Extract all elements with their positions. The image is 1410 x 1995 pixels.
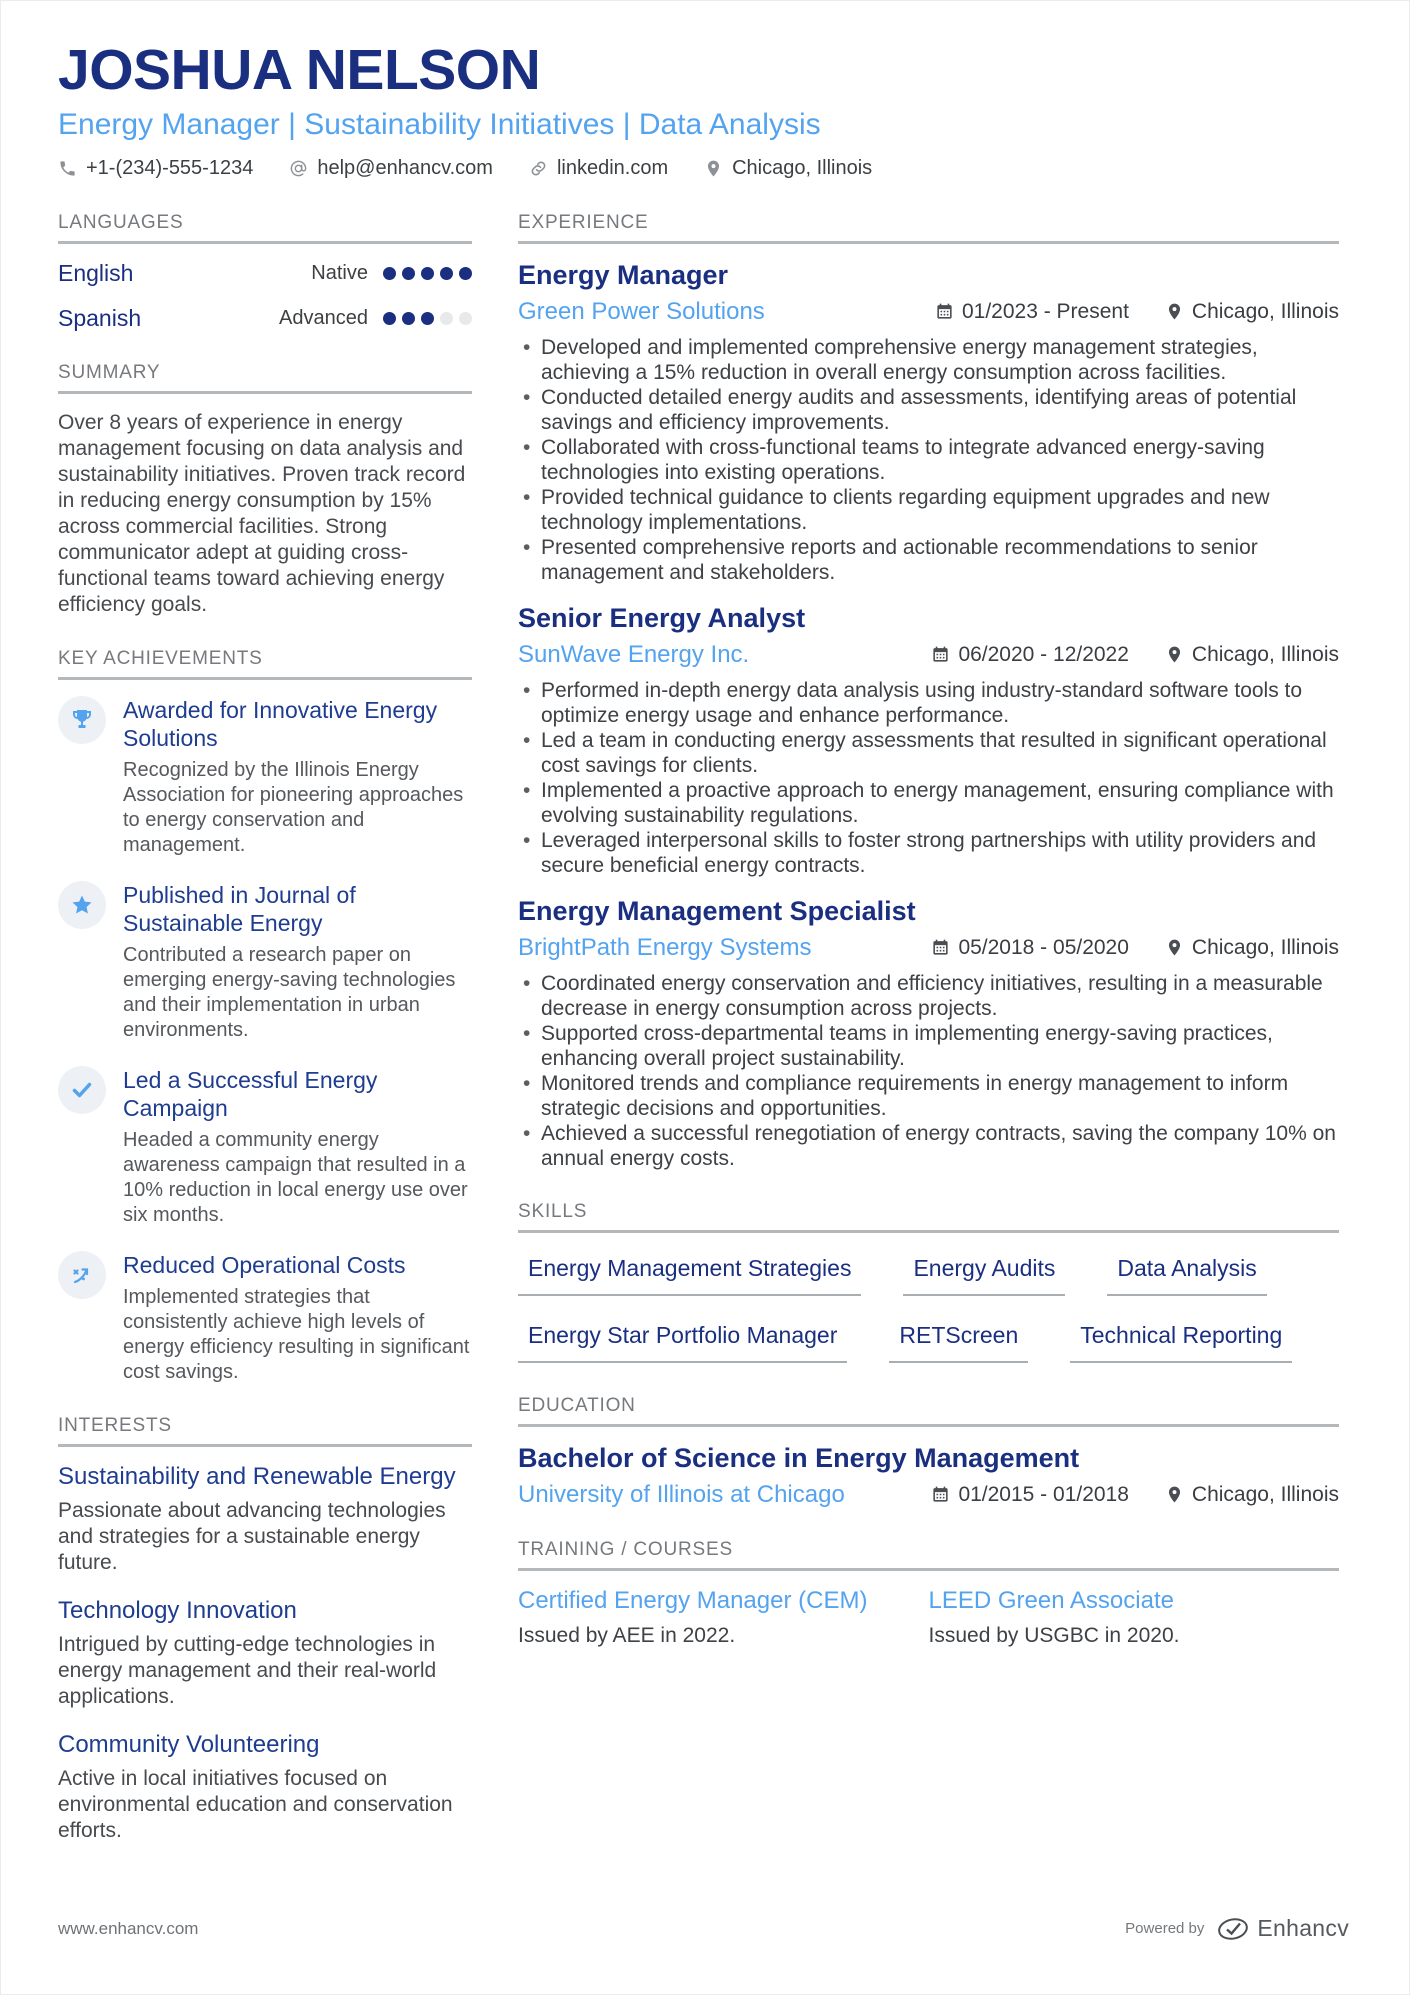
job-title: Energy Management Specialist	[518, 895, 916, 926]
degree-title: Bachelor of Science in Energy Management	[518, 1442, 1080, 1473]
job-bullets	[518, 335, 1339, 585]
enhancv-logo-icon	[1216, 1916, 1250, 1942]
school-name: University of Illinois at Chicago	[518, 1480, 845, 1508]
certification-issuer: Issued by USGBC in 2020.	[928, 1623, 1180, 1647]
skill-item: Energy Star Portfolio Manager	[518, 1322, 847, 1363]
contact-location	[704, 157, 872, 180]
education-entry	[518, 1443, 1339, 1509]
achievement-description: Headed a community energy awareness campaign that resulted in a 10% reduction in local energy use over six months.	[123, 1128, 468, 1226]
interest-title: Technology Innovation	[58, 1596, 297, 1624]
interest-description: Active in local initiatives focused on environmental education and conservation efforts.	[58, 1766, 453, 1842]
job-bullets	[518, 678, 1339, 878]
job-meta	[518, 934, 1339, 962]
right-column	[518, 182, 1339, 1865]
candidate-name: JOSHUA NELSON	[58, 38, 541, 102]
job-dates	[931, 643, 1128, 667]
achievement-item	[58, 696, 472, 858]
language-name: English	[58, 259, 134, 286]
experience-entry	[518, 260, 1339, 585]
job-title: Energy Manager	[518, 259, 729, 290]
training-heading: TRAINING / COURSES	[518, 1539, 1339, 1571]
language-row	[58, 260, 472, 287]
skill-item: Technical Reporting	[1070, 1322, 1292, 1363]
job-location-text: Chicago, Illinois	[1191, 642, 1339, 666]
job-location-text: Chicago, Illinois	[1191, 299, 1339, 323]
interest-title: Sustainability and Renewable Energy	[58, 1462, 456, 1490]
powered-by-label: Powered by	[1125, 1920, 1205, 1937]
skill-item: RETScreen	[889, 1322, 1028, 1363]
job-title: Senior Energy Analyst	[518, 602, 806, 633]
achievement-item	[58, 1066, 472, 1228]
job-dates-text: 05/2018 - 05/2020	[958, 935, 1129, 959]
education-location	[1165, 1483, 1339, 1507]
job-dates-text: 01/2023 - Present	[961, 299, 1129, 323]
resume-header	[58, 39, 1339, 180]
location-icon	[1165, 645, 1184, 664]
job-bullets	[518, 971, 1339, 1171]
certification-item	[518, 1587, 929, 1648]
job-dates	[935, 300, 1129, 324]
candidate-headline: Energy Manager | Sustainability Initiatives | Data Analysis	[58, 107, 821, 141]
interest-description: Passionate about advancing technologies and strategies for a sustainable energy future.	[58, 1498, 446, 1574]
achievement-title: Published in Journal of Sustainable Energy	[123, 881, 356, 936]
job-bullet: • Supported cross-departmental teams in implementing energy-saving practices, enhancing overall project sustainability.	[518, 1021, 1339, 1071]
key-achievements-heading: KEY ACHIEVEMENTS	[58, 648, 472, 680]
achievement-title: Awarded for Innovative Energy Solutions	[123, 696, 438, 751]
language-proficiency-dots	[383, 267, 472, 280]
proficiency-dot	[421, 267, 434, 280]
achievement-item	[58, 881, 472, 1043]
experience-list	[518, 260, 1339, 1171]
interest-item	[58, 1463, 472, 1576]
contact-linkedin[interactable]	[529, 157, 668, 180]
calendar-icon	[935, 302, 954, 321]
achievement-description: Implemented strategies that consistently achieve high levels of energy efficiency resulting in significant cost savings.	[123, 1285, 470, 1383]
location-icon	[1165, 302, 1184, 321]
location-icon	[1165, 1485, 1184, 1504]
contact-email[interactable]	[289, 157, 493, 180]
contact-row	[58, 157, 1339, 180]
calendar-icon	[931, 1485, 950, 1504]
location-icon	[1165, 938, 1184, 957]
job-location	[1165, 300, 1339, 324]
job-location	[1165, 643, 1339, 667]
job-bullet: • Conducted detailed energy audits and assessments, identifying areas of potential savings and efficiency improvements.	[518, 385, 1339, 435]
interest-item	[58, 1597, 472, 1710]
location-icon	[704, 159, 723, 178]
language-name: Spanish	[58, 304, 142, 331]
email-icon	[289, 159, 308, 178]
certification-title: LEED Green Associate	[928, 1586, 1174, 1614]
enhancv-logo-text: Enhancv	[1257, 1915, 1349, 1941]
proficiency-dot	[459, 312, 472, 325]
job-meta	[518, 298, 1339, 326]
interest-item	[58, 1731, 472, 1844]
certification-item	[929, 1587, 1340, 1648]
language-row	[58, 305, 472, 332]
calendar-icon	[931, 645, 950, 664]
job-bullet: • Presented comprehensive reports and actionable recommendations to senior management and stakeholders.	[518, 535, 1339, 585]
powered-by	[1125, 1915, 1349, 1942]
contact-linkedin-text: linkedin.com	[556, 156, 669, 179]
company-name: Green Power Solutions	[518, 297, 765, 325]
left-column	[58, 182, 472, 1865]
page-footer	[58, 1915, 1349, 1942]
certification-issuer: Issued by AEE in 2022.	[518, 1623, 736, 1647]
job-dates-text: 06/2020 - 12/2022	[958, 642, 1129, 666]
summary-text: Over 8 years of experience in energy management focusing on data analysis and sustainability initiatives. Proven track record in reducing energy consumption by 15% across commercial facilities. Strong communicator adept at guiding cross-functional teams toward achieving energy efficiency goals.	[58, 410, 466, 616]
job-bullet: • Led a team in conducting energy assessments that resulted in significant operational cost savings for clients.	[518, 728, 1339, 778]
contact-email-text: help@enhancv.com	[317, 156, 493, 179]
experience-entry	[518, 896, 1339, 1171]
achievement-title: Reduced Operational Costs	[123, 1251, 406, 1278]
contact-phone-text: +1-(234)-555-1234	[86, 156, 254, 179]
achievement-description: Recognized by the Illinois Energy Association for pioneering approaches to energy conservation and management.	[123, 758, 464, 856]
certification-title: Certified Energy Manager (CEM)	[518, 1586, 868, 1614]
education-meta	[518, 1481, 1339, 1509]
job-bullet: • Performed in-depth energy data analysis using industry-standard software tools to optimize energy usage and enhance performance.	[518, 678, 1339, 728]
interests-list	[58, 1463, 472, 1844]
interest-title: Community Volunteering	[58, 1730, 320, 1758]
education-location-text: Chicago, Illinois	[1191, 1482, 1339, 1506]
proficiency-dot	[383, 267, 396, 280]
phone-icon	[58, 159, 77, 178]
calendar-icon	[931, 938, 950, 957]
proficiency-dot	[402, 312, 415, 325]
resume-columns	[58, 182, 1339, 1865]
experience-entry	[518, 603, 1339, 878]
job-bullet: • Coordinated energy conservation and efficiency initiatives, resulting in a measurable decrease in energy consumption across projects.	[518, 971, 1339, 1021]
education-heading: EDUCATION	[518, 1395, 1339, 1427]
skill-item: Energy Audits	[903, 1255, 1065, 1296]
education-dates	[931, 1483, 1128, 1507]
company-name: SunWave Energy Inc.	[518, 640, 750, 668]
job-bullet: • Provided technical guidance to clients regarding equipment upgrades and new technology implementations.	[518, 485, 1339, 535]
job-bullet: • Developed and implemented comprehensive energy management strategies, achieving a 15% reduction in overall energy consumption across facilities.	[518, 335, 1339, 385]
website-link[interactable]: www.enhancv.com	[58, 1918, 199, 1938]
training-list	[518, 1587, 1339, 1648]
link-icon	[529, 159, 548, 178]
enhancv-logo[interactable]	[1216, 1915, 1349, 1942]
contact-location-text: Chicago, Illinois	[732, 156, 873, 179]
summary-heading: SUMMARY	[58, 362, 472, 394]
experience-heading: EXPERIENCE	[518, 212, 1339, 244]
job-location	[1165, 936, 1339, 960]
achievement-title: Led a Successful Energy Campaign	[123, 1066, 378, 1121]
proficiency-dot	[440, 267, 453, 280]
skill-item: Energy Management Strategies	[518, 1255, 861, 1296]
skills-list	[518, 1249, 1339, 1365]
proficiency-dot	[440, 312, 453, 325]
interest-description: Intrigued by cutting-edge technologies in energy management and their real-world applications.	[58, 1632, 437, 1708]
skill-item: Data Analysis	[1107, 1255, 1266, 1296]
check-icon	[58, 1066, 106, 1114]
language-level: Advanced	[279, 306, 368, 329]
skills-heading: SKILLS	[518, 1201, 1339, 1233]
proficiency-dot	[459, 267, 472, 280]
interests-heading: INTERESTS	[58, 1415, 472, 1447]
proficiency-dot	[402, 267, 415, 280]
proficiency-dot	[383, 312, 396, 325]
star-icon	[58, 881, 106, 929]
proficiency-dot	[421, 312, 434, 325]
job-bullet: • Implemented a proactive approach to energy management, ensuring compliance with evolving sustainability regulations.	[518, 778, 1339, 828]
job-meta	[518, 641, 1339, 669]
job-bullet: • Achieved a successful renegotiation of energy contracts, saving the company 10% on annual energy costs.	[518, 1121, 1339, 1171]
company-name: BrightPath Energy Systems	[518, 933, 812, 961]
achievement-description: Contributed a research paper on emerging energy-saving technologies and their implementation in urban environments.	[123, 943, 456, 1041]
education-dates-text: 01/2015 - 01/2018	[958, 1482, 1129, 1506]
job-bullet: • Leveraged interpersonal skills to foster strong partnerships with utility providers and secure beneficial energy contracts.	[518, 828, 1339, 878]
language-proficiency-dots	[383, 312, 472, 325]
job-location-text: Chicago, Illinois	[1191, 935, 1339, 959]
job-bullet: • Monitored trends and compliance requirements in energy management to inform strategic decisions and opportunities.	[518, 1071, 1339, 1121]
job-bullet: • Collaborated with cross-functional teams to integrate advanced energy-saving technologies into existing operations.	[518, 435, 1339, 485]
contact-phone	[58, 157, 253, 180]
trophy-icon	[58, 696, 106, 744]
languages-heading: LANGUAGES	[58, 212, 472, 244]
job-dates	[931, 936, 1128, 960]
language-level: Native	[311, 261, 368, 284]
achievement-item	[58, 1251, 472, 1385]
achievements-list	[58, 696, 472, 1385]
trend-arrow-icon	[58, 1251, 106, 1299]
languages-list	[58, 260, 472, 332]
